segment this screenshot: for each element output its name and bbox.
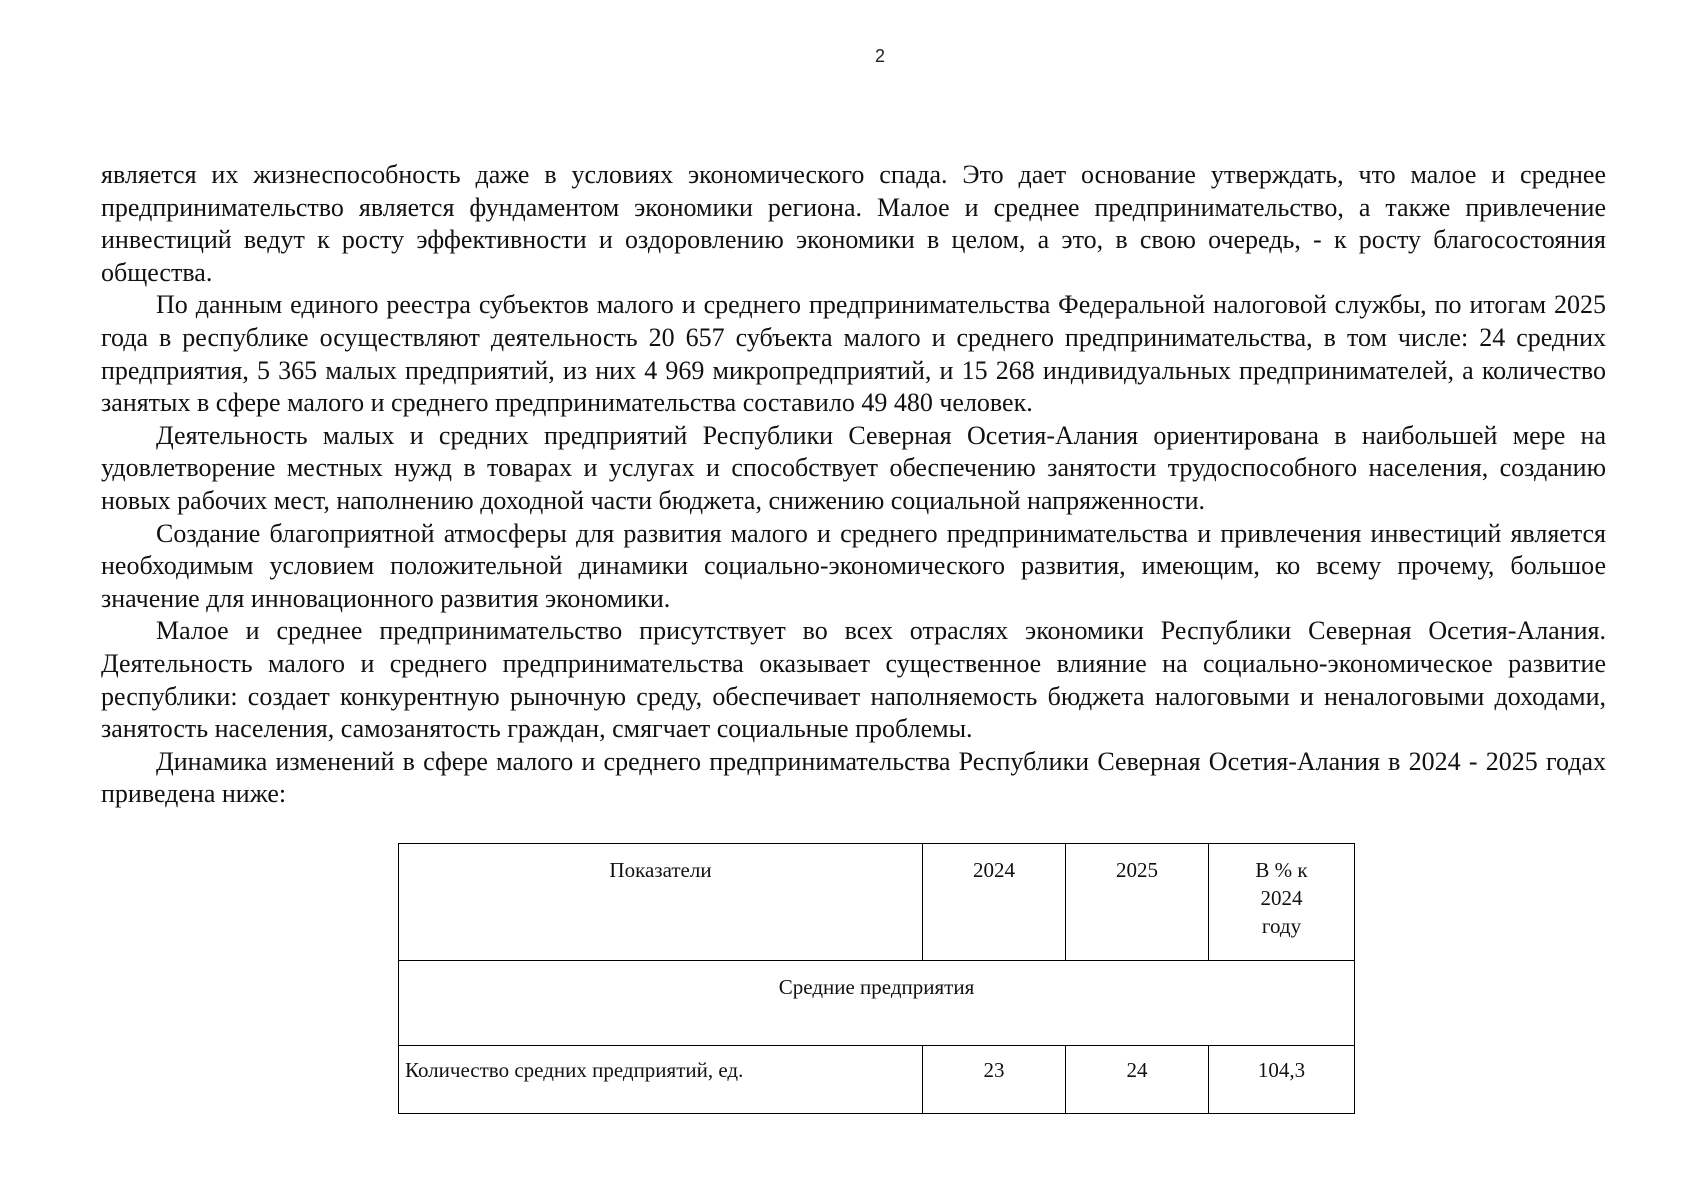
header-percent-line3: году [1261,914,1302,938]
header-year-2024: 2024 [923,844,1066,961]
document-body [101,159,1606,811]
table-row [399,1046,1355,1114]
paragraph-sme-presence: Малое и среднее предпринимательство присутствует во всех отраслях экономики Республики Северная Осетия-Алания. Деятельность малого и среднего предпринимательства оказывает существенное влияние на социально-экономическое развитие республики: создает конкурентную рыночную среду, обеспечивает наполняемость бюджета налоговыми и неналоговыми доходами, занятость населения, самозанятость граждан, смягчает социальные проблемы. [101,616,1606,744]
table-section-row [399,961,1355,1046]
header-percent-line2: 2024 [1260,886,1303,910]
header-indicator: Показатели [399,844,923,961]
paragraph-favorable-atmosphere: Создание благоприятной атмосферы для развития малого и среднего предпринимательства и привлечения инвестиций является необходимым условием положительной динамики социально-экономического развития, имеющим, ко всему прочему, большое значение для инновационного развития экономики. [101,518,1606,613]
paragraph-dynamics-intro: Динамика изменений в сфере малого и среднего предпринимательства Республики Северная Осетия-Алания в 2024 - 2025 годах приведена ниже: [101,746,1606,809]
sme-dynamics-table [398,843,1355,1114]
page-number: 2 [874,46,885,66]
row-label: Количество средних предприятий, ед. [399,1046,923,1114]
row-value-percent: 104,3 [1209,1046,1355,1114]
paragraph-continuation: является их жизнеспособность даже в условиях экономического спада. Это дает основание утверждать, что малое и среднее предпринимательство является фундаментом экономики региона. Малое и среднее предпринимательство, а также привлечение инвестиций ведут к росту эффективности и оздоровлению экономики в целом, а это, в свою очередь, - к росту благосостояния общества. [101,160,1606,287]
header-year-2025: 2025 [1066,844,1209,961]
row-value-2025: 24 [1066,1046,1209,1114]
paragraph-sme-activity: Деятельность малых и средних предприятий Республики Северная Осетия-Алания ориентирована в наибольшей мере на удовлетворение местных нужд в товарах и услугах и способствует обеспечению занятости трудоспособного населения, созданию новых рабочих мест, наполнению доходной части бюджета, снижению социальной напряженности. [101,420,1606,515]
table-header-row [399,844,1355,961]
section-title: Средние предприятия [399,961,1355,1046]
header-percent [1209,844,1355,961]
header-percent-line1: В % к [1255,858,1308,882]
row-value-2024: 23 [923,1046,1066,1114]
paragraph-registry-data: По данным единого реестра субъектов малого и среднего предпринимательства Федеральной налоговой службы, по итогам 2025 года в республике осуществляют деятельность 20 657 субъекта малого и среднего предпринимательства, в том числе: 24 средних предприятия, 5 365 малых предприятий, из них 4 969 микропредприятий, и 15 268 индивидуальных предпринимателей, а количество занятых в сфере малого и среднего предпринимательства составило 49 480 человек. [101,290,1606,418]
